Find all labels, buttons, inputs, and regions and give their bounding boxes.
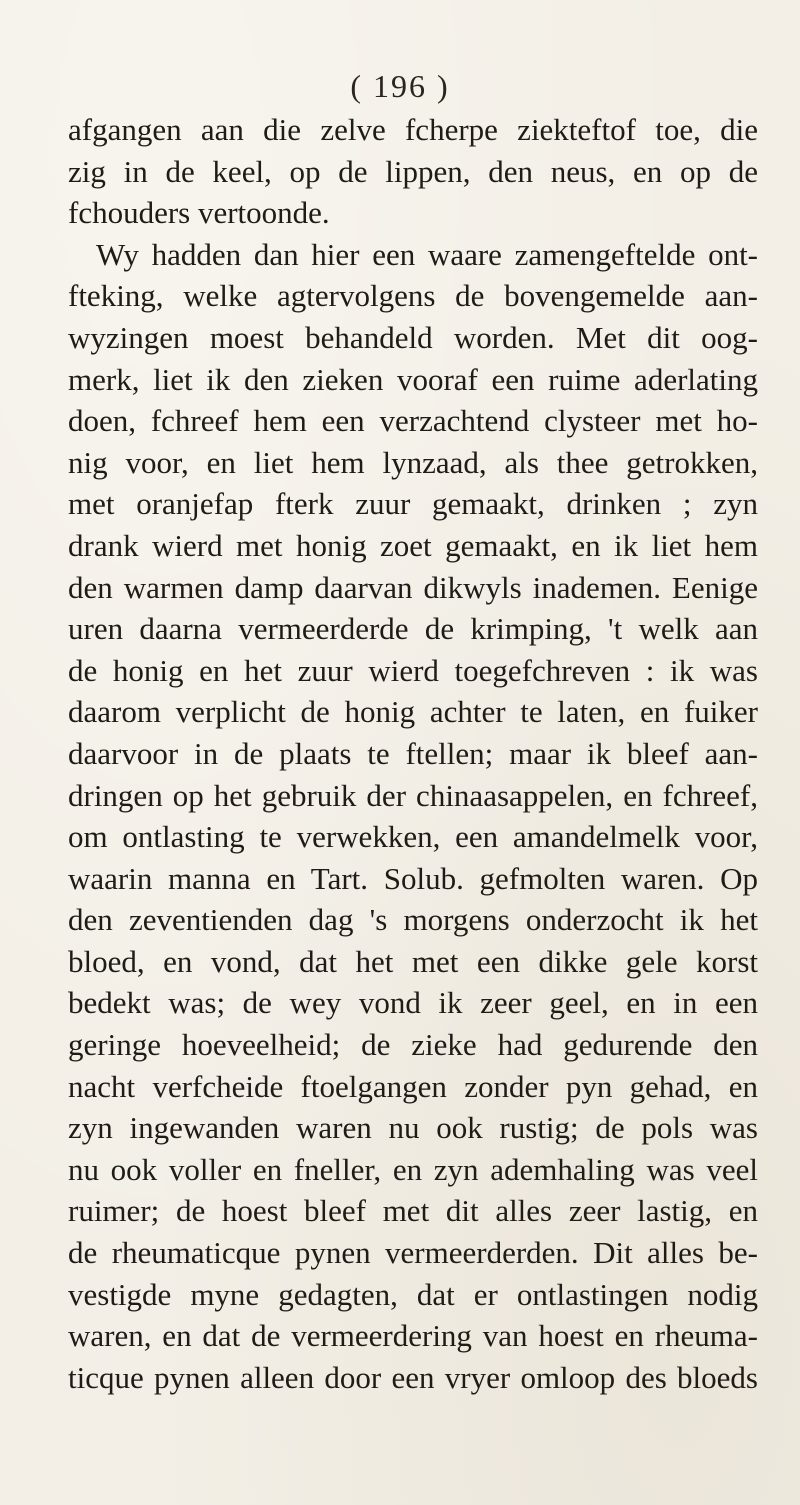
text-line: wyzingen moest behandeld worden. Met dit oog- bbox=[68, 319, 758, 355]
body-text bbox=[68, 109, 758, 1398]
text-line: ruimer; de hoest bleef met dit alles zeer lastig, en bbox=[68, 1193, 758, 1229]
text-line: den zeventienden dag 's morgens onderzocht ik het bbox=[68, 902, 758, 938]
text-line: nu ook voller en fneller, en zyn ademhaling was veel bbox=[68, 1151, 758, 1187]
text-line: bloed, en vond, dat het met een dikke gele korst bbox=[68, 943, 758, 979]
text-line: met oranjefap fterk zuur gemaakt, drinken ; zyn bbox=[68, 486, 758, 522]
text-line: daarvoor in de plaats te ftellen; maar ik bleef aan- bbox=[68, 735, 758, 771]
text-line: afgangen aan die zelve fcherpe ziekteftof toe, die bbox=[68, 112, 758, 147]
text-line: de rheumaticque pynen vermeerderden. Dit alles be- bbox=[68, 1235, 758, 1271]
text-line: merk, liet ik den zieken vooraf een ruime aderlating bbox=[68, 361, 758, 397]
text-line: de honig en het zuur wierd toegefchreven : ik was bbox=[68, 652, 758, 688]
page-number: ( 196 ) bbox=[350, 68, 450, 104]
text-line: bedekt was; de wey vond ik zeer geel, en in een bbox=[68, 985, 758, 1021]
text-line: den warmen damp daarvan dikwyls inademen. Eenige bbox=[68, 569, 758, 605]
text-line: zig in de keel, op de lippen, den neus, en op de bbox=[68, 153, 758, 189]
text-line: nig voor, en liet hem lynzaad, als thee getrokken, bbox=[68, 444, 758, 480]
text-line: drank wierd met honig zoet gemaakt, en ik liet hem bbox=[68, 527, 758, 563]
text-line: dringen op het gebruik der chinaasappelen, en fchreef, bbox=[68, 777, 758, 813]
text-line: doen, fchreef hem een verzachtend clysteer met ho- bbox=[68, 403, 758, 439]
text-line: waren, en dat de vermeerdering van hoest en rheuma- bbox=[68, 1318, 758, 1354]
text-line: zyn ingewanden waren nu ook rustig; de pols was bbox=[68, 1110, 758, 1146]
text-line: uren daarna vermeerderde de krimping, 't welk aan bbox=[68, 611, 758, 647]
text-line: om ontlasting te verwekken, een amandelmelk voor, bbox=[68, 819, 758, 855]
text-line: Wy hadden dan hier een waare zamengeftelde ont- bbox=[96, 236, 758, 272]
text-line: ticque pynen alleen door een vryer omloop des bloeds bbox=[68, 1359, 758, 1395]
text-line: fchouders vertoonde. bbox=[68, 195, 330, 231]
text-line: vestigde myne gedagten, dat er ontlastingen nodig bbox=[68, 1276, 758, 1312]
text-line: geringe hoeveelheid; de zieke had gedurende den bbox=[68, 1027, 758, 1063]
text-line: nacht verfcheide ftoelgangen zonder pyn gehad, en bbox=[68, 1068, 758, 1104]
text-line: waarin manna en Tart. Solub. gefmolten waren. Op bbox=[68, 860, 758, 896]
text-line: fteking, welke agtervolgens de bovengemelde aan- bbox=[68, 278, 758, 314]
text-line: daarom verplicht de honig achter te laten, en fuiker bbox=[68, 694, 758, 730]
